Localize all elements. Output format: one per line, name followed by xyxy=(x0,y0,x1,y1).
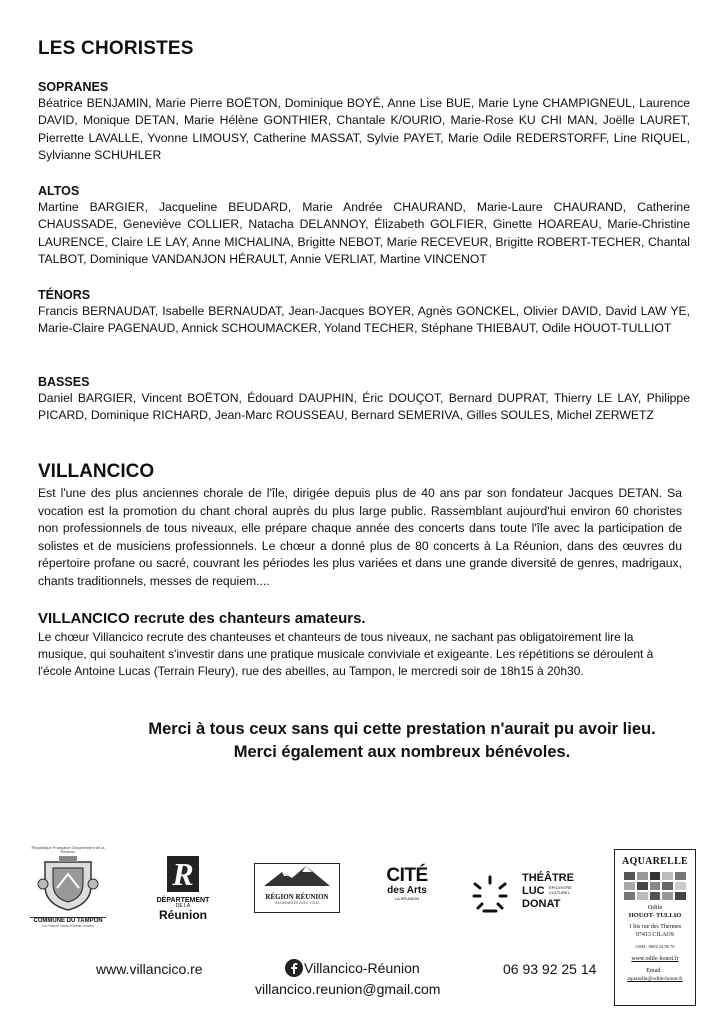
facebook-icon xyxy=(285,959,303,977)
tampon-name: COMMUNE DU TAMPON xyxy=(30,917,106,924)
thanks-line-2: Merci également aux nombreux bénévoles. xyxy=(233,743,571,761)
basses-names: Daniel BARGIER, Vincent BOËTON, Édouard DAUPHIN, Éric DOUÇOT, Bernard DUPRAT, Thierry LE LAY, Philippe PICARD, Dominique RICHARD, Jean-Marc ROUSSEAU, Bernard SEMERIVA, Gilles SOULES, Michel ZERWETZ xyxy=(38,391,690,423)
facebook-link[interactable] xyxy=(285,959,420,977)
email-link[interactable]: villancico.reunion@gmail.com xyxy=(255,981,441,997)
recrute-title: VILLANCICO recrute des chanteurs amateurs. xyxy=(38,610,366,627)
tampon-crest-icon xyxy=(37,854,99,912)
aquarelle-email[interactable]: aquarelle@odile-houot.fr xyxy=(627,976,683,982)
tampon-tagline: La France dans l'Océan Indien xyxy=(42,924,94,928)
altos-title: ALTOS xyxy=(38,184,80,198)
region-tagline: RASSEMBLÉS AVEC VOUS xyxy=(274,901,320,905)
aquarelle-card xyxy=(614,849,696,1006)
aquarelle-addr1: 1 bis rue des Thermes xyxy=(628,924,682,930)
theatre-sub2: CULTUREL xyxy=(549,890,570,895)
altos-names: Martine BARGIER, Jacqueline BEUDARD, Marie Andrée CHAURAND, Marie-Laure CHAURAND, Catherine CHAUSSADE, Geneviève COLLIER, Natacha DELANNOY, Élizabeth GOLFIER, Ginette HOAREAU, Marie-Christine LAURENCE, Claire LE LAY, Anne MICHALINA, Brigitte NEBOT, Marie RECEVEUR, Brigitte ROBERT-TECHER, Chantal TALBOT, Dominique VANDANJON HÉRAULT, Annie VERLIAT, Martine VINCENOT xyxy=(38,200,690,267)
departement-r-icon xyxy=(163,856,203,892)
cite-line3: LA RÉUNION xyxy=(394,896,420,901)
tenors-title: TÉNORS xyxy=(38,288,91,302)
region-name: RÉGION RÉUNION xyxy=(265,893,329,901)
theatre-sub1: ÉPICENTRE xyxy=(549,885,572,890)
cite-line2: des Arts xyxy=(387,885,427,896)
villancico-description: Est l'une des plus anciennes chorale de l'île, dirigée depuis plus de 40 ans par son fondateur Jacques DETAN. Sa vocation est la promotion du chant choral auprès du plus large public. Rassemblant aujourd'hui environ 60 choristes non professionnels de tous niveaux, elle prépare chaque année des concerts dans toute l'île avec la participation de solistes et de musiciens professionnels. Le chœur a donné plus de 80 concerts à La Réunion, dans des œuvres du répertoire profane ou sacré, couvrant les périodes les plus variées et dans une grande diversité de genres, madrigaux, chants traditionnels, messes de requiem.... xyxy=(38,486,682,588)
phone-number[interactable]: 06 93 92 25 14 xyxy=(503,961,597,977)
sopranes-names: Béatrice BENJAMIN, Marie Pierre BOËTON, Dominique BOYÉ, Anne Lise BUE, Marie Lyne CHAMPIGNEUL, Laurence DAVID, Monique DETAN, Marie Hélène GONTHIER, Chantale K/OURIO, Marie-Rose KU CHI MAN, Joëlle LAURET, Pierrette LAVALLE, Yvonne LIMOUSY, Catherine MASSAT, Sylvie PAYET, Marie Odile REDERSTORFF, Line RIQUEL, Sylvianne SCHUHLER xyxy=(38,96,690,163)
theatre-line3: DONAT xyxy=(522,898,561,910)
departement-line2: DE LA xyxy=(175,903,191,909)
departement-line1: DÉPARTEMENT xyxy=(156,897,210,904)
departement-line3: Réunion xyxy=(159,908,207,922)
sopranes-title: SOPRANES xyxy=(38,80,109,94)
thanks-block xyxy=(60,718,724,764)
aquarelle-web[interactable]: www.odile-houot.fr xyxy=(631,956,679,962)
facebook-label: Villancico-Réunion xyxy=(304,960,420,976)
basses-title: BASSES xyxy=(38,375,90,389)
region-mountain-icon xyxy=(262,864,332,888)
aquarelle-email-label: Email : xyxy=(646,968,664,974)
aquarelle-addr2: 97413 CILAOS xyxy=(635,932,675,938)
basses-section xyxy=(38,375,690,425)
aquarelle-gsm: GSM : 0692 24 96 70 xyxy=(635,944,675,949)
region-logo xyxy=(254,863,340,913)
aquarelle-squares-icon xyxy=(624,872,686,900)
tampon-header: République Française Département de la Réunion xyxy=(31,845,105,854)
choristes-title: LES CHORISTES xyxy=(38,38,194,59)
cite-line1: CITÉ xyxy=(386,865,428,886)
theatre-logo xyxy=(470,872,582,916)
theatre-line2: LUC xyxy=(522,885,545,897)
aquarelle-title: AQUARELLE xyxy=(621,856,689,867)
aquarelle-name1: Odile xyxy=(647,904,663,911)
departement-logo xyxy=(152,856,214,920)
altos-section xyxy=(38,184,690,269)
svg-text:R: R xyxy=(172,856,194,892)
aquarelle-name2: HOUOT- TULLIO xyxy=(628,912,682,919)
recrute-description: Le chœur Villancico recrute des chanteuses et chanteurs de tous niveaux, ne sachant pas obligatoirement lire la musique, qui souhaitent s'investir dans une pratique musicale conviviale et exigeante. Les répétitions se déroulent à l'école Antoine Lucas (Terrain Fleury), rue des abeilles, au Tampon, le mercredi soir de 18h15 à 20h30. xyxy=(38,630,654,678)
villancico-title: VILLANCICO xyxy=(38,461,155,482)
tenors-section xyxy=(38,288,690,338)
website-link[interactable]: www.villancico.re xyxy=(96,961,203,977)
tenors-names: Francis BERNAUDAT, Isabelle BERNAUDAT, Jean-Jacques BOYER, Agnès GONCKEL, Olivier DAVID, David LAW YE, Marie-Claire PAGENAUD, Annick SCHOUMACKER, Yoland TECHER, Stéphane THIEBAUT, Odile HOUOT-TULLIOT xyxy=(38,304,690,336)
cite-logo xyxy=(382,867,432,915)
theatre-line1: THÉÂTRE xyxy=(522,872,574,884)
tampon-logo xyxy=(30,846,106,930)
sopranes-section xyxy=(38,80,690,165)
thanks-line-1: Merci à tous ceux sans qui cette prestation n'aurait pu avoir lieu. xyxy=(148,720,656,738)
theatre-burst-icon xyxy=(470,874,510,914)
